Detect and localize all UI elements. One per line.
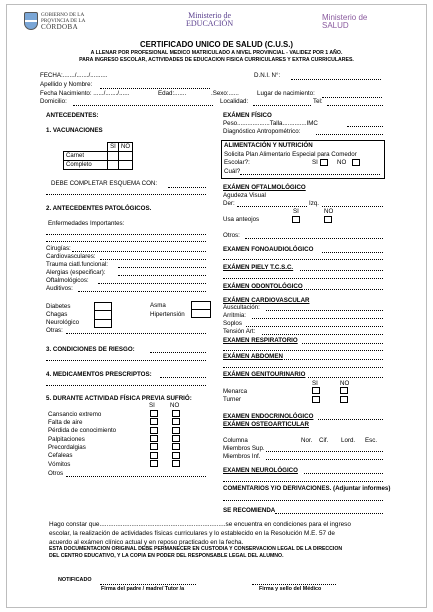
agudeza-label: Agudeza Visual [223,192,266,199]
genitourinario-heading: EXÁMEN GENITOURINARIO [223,371,306,378]
abdomen-heading: EXÁMEN ABDOMEN [223,353,283,360]
cirugias-field[interactable]: Cirugías: [46,245,71,252]
riesgo-heading: 3. CONDICIONES DE RIESGO: [46,346,135,353]
genito-si-header: SI [312,380,318,387]
neurologico-label: Neurológico [46,319,80,326]
examen-fisico-heading: EXÁMEN FÍSICO [223,112,272,119]
document-title: CERTIFICADO UNICO DE SALUD (C.U.S.) [140,40,293,49]
genito-no-header: NO [340,380,350,387]
anteojos-no-checkbox[interactable] [324,216,332,223]
carnet-si-checkbox[interactable] [108,152,119,161]
tel-field[interactable]: Tel: [313,98,323,105]
precordalgias-si-checkbox[interactable] [150,443,158,450]
hipertension-label: Hipertensión [150,311,185,318]
vacunaciones-heading: 1. VACUNACIONES [46,127,103,134]
anteojos-no-header: NO [324,208,334,215]
cual-label: Cuál? [224,168,241,175]
col-lord: Lord. [341,437,356,444]
vomitos-no-checkbox[interactable] [172,460,180,467]
firma-padre-label: Firma del padre / madre/ Tutor /a [101,586,185,592]
sintoma-perdida: Pérdida de conocimiento [48,427,117,434]
miembros-sup-field[interactable]: Miembros Sup. [223,445,265,452]
carnet-no-checkbox[interactable] [119,152,133,161]
firma-medico-label: Firma y sello del Médico [259,586,322,592]
durante-no-header: NO [170,402,180,409]
vac-completo-label: Completo [64,161,108,170]
cefaleas-no-checkbox[interactable] [172,452,180,459]
completo-no-checkbox[interactable] [119,161,133,170]
vac-si-header: SI [108,143,119,152]
plan-si-label: SI [312,159,318,166]
sintoma-otros: Otros [48,470,64,477]
plan-si-checkbox[interactable] [320,159,328,166]
esquema-label: DEBE COMPLETAR ESQUEMA CON: [51,180,158,187]
endocrino-heading: EXAMEN ENDOCRINOLÓGICO [223,413,314,420]
hago-constar-3: acuerdo al exámen clínico actual y en reposo practicado en la fecha. [49,539,244,546]
antecedentes-heading: ANTECEDENTES: [46,112,99,119]
vomitos-si-checkbox[interactable] [150,460,158,467]
turner-no-checkbox[interactable] [340,396,348,403]
neuro-heading: EXAMEN NEUROLÓGICO [223,467,298,474]
cardiovasculares-field[interactable]: Cardiovasculares: [46,253,96,260]
cansancio-no-checkbox[interactable] [172,410,180,417]
domicilio-field[interactable]: Domicilio: [40,98,67,105]
firma-padre-line[interactable] [100,584,196,585]
respiratorio-heading: EXAMEN RESPIRATORIO [223,337,298,344]
sintoma-cefaleas: Cefaleas [48,452,73,459]
menarca-si-checkbox[interactable] [312,387,320,394]
asma-label: Asma [150,302,166,309]
sintoma-falta-aire: Falta de aire [48,419,83,426]
gov-line3: CÓRDOBA [41,23,79,31]
notificado-label: NOTIFICADO [58,577,92,583]
col-nor: Nor. [301,437,313,444]
completo-si-checkbox[interactable] [108,161,119,170]
palpitaciones-si-checkbox[interactable] [150,435,158,442]
turner-label: Turner [223,396,241,403]
recomienda-heading: SE RECOMIENDA [223,507,276,514]
hago-constar-2: escolar, la realización de actividades físicas curriculares y lo establecido en la Resolución M.E. 57 de [49,530,335,537]
der-field[interactable]: Der: [223,200,235,207]
anteojos-si-header: SI [293,208,299,215]
menarca-label: Menarca [223,388,248,395]
min-salud-line2: SALUD [322,21,349,30]
col-cif: Cif. [319,437,329,444]
cefaleas-si-checkbox[interactable] [150,452,158,459]
custodia-1: ESTA DOCUMENTACION ORIGINAL DEBE PERMANECER EN CUSTODIA Y CONSERVACION LEGAL DE LA DIRECCION [49,546,343,552]
diagnostico-field[interactable]: Diagnóstico Antropométrico: [223,128,301,135]
perdida-no-checkbox[interactable] [172,427,180,434]
localidad-field[interactable]: Localidad: [220,98,249,105]
patologicos-checkbox-group[interactable] [94,302,112,328]
min-salud-line1: Ministerio de [322,13,368,22]
oftalmologico-heading: EXÁMEN OFTALMOLÓGICO [223,184,306,191]
escolar-label: Escolar?: [224,159,250,166]
durante-si-header: SI [149,402,155,409]
perdida-si-checkbox[interactable] [150,427,158,434]
ministerio-educacion-logo [186,12,233,28]
sexo-field[interactable]: .Sexo:...... [211,90,239,97]
patologicos-heading: 2. ANTECEDENTES PATOLÓGICOS. [46,205,152,212]
auditivos-field[interactable]: Auditivos: [46,285,73,292]
falta-aire-si-checkbox[interactable] [150,418,158,425]
turner-si-checkbox[interactable] [312,396,320,403]
plan-no-checkbox[interactable] [352,159,360,166]
menarca-no-checkbox[interactable] [340,387,348,394]
precordalgias-no-checkbox[interactable] [172,443,180,450]
hago-constar-1: Hago constar que.......................................................................se encuentra en condiciones para el ingreso [49,521,351,528]
osteo-heading: EXÁMEN OSTEOARTICULAR [223,421,309,428]
alergias-field[interactable]: Alergias (especificar): [46,269,106,276]
dni-field[interactable]: D.N.I. N°: [254,72,281,79]
columna-label: Columna [223,437,248,444]
anteojos-si-checkbox[interactable] [292,216,300,223]
vac-no-header: NO [119,143,133,152]
ministerio-salud-logo [322,14,367,30]
alimentacion-heading: ALIMENTACIÓN Y NUTRICIÓN [224,142,313,149]
peso-talla-field[interactable]: Peso...................Talla..............IMC [223,120,318,127]
firma-medico-line[interactable] [252,584,336,585]
piel-heading: EXÁMEN PIELY T.C.S.C. [223,264,294,271]
gobierno-logo [24,12,144,36]
vac-carnet-label: Carnet [64,152,108,161]
vacunas-table [63,142,133,170]
miembros-inf-field[interactable]: Miembros Inf. [223,453,261,460]
provincial-shield-icon [24,12,38,30]
auscultacion-field[interactable]: Auscultación: [223,304,260,311]
plan-label: Solicita Plan Alimentario Especial para Comedor [224,151,357,158]
cansancio-si-checkbox[interactable] [150,410,158,417]
otras-label: Otras: [46,327,63,334]
min-edu-line1: Ministerio de [188,11,231,20]
tension-field[interactable]: Tensión Art: [223,328,256,335]
lugar-nac-field[interactable]: Lugar de nacimiento: [257,90,315,97]
col-esc: Esc. [365,437,378,444]
sintoma-palpitaciones: Palpitaciones [48,436,85,443]
comentarios-heading: COMENTARIOS Y/O DERIVACIONES. (Adjuntar informes) [223,485,391,492]
diabetes-label: Diabetes [46,303,71,310]
subtitle-1: A LLENAR POR PROFESIONAL MEDICO MATRICULADO A NIVEL PROVINCIAL - VALIDEZ POR 1 AÑO. [90,50,343,56]
custodia-2: DEL CENTRO EDUCATIVO, Y LA COPIA EN PODER DEL RESPONSABLE LEGAL DEL ALUMNO. [49,553,284,559]
sintoma-vomitos: Vómitos [48,461,71,468]
min-edu-line2: EDUCACIÓN [186,19,234,28]
subtitle-2: PARA INGRESO ESCOLAR, ACTIVIDADES DE EDUCACION FISICA CURRICULARES Y EXTRA CURRICULARES. [79,57,354,63]
fecha-field[interactable]: FECHA:......./......./.......... [40,72,108,79]
plan-no-label: NO [337,159,347,166]
palpitaciones-no-checkbox[interactable] [172,435,180,442]
sintoma-precordalgias: Precordalgias [48,444,86,451]
izq-field[interactable]: Izq. [309,200,319,207]
edad-field[interactable]: Edad:....... [158,90,187,97]
chagas-label: Chagas [46,311,68,318]
fecha-nac-field[interactable]: Fecha Nacimiento: ....../......./...... [40,90,130,97]
enfermedades-label: Enfermedades Importantes: [48,220,125,227]
arritmia-field[interactable]: Arritmia: [223,312,247,319]
sintoma-cansancio: Cansancio extremo [48,411,102,418]
gov-line2: PROVINCIA DE LA [41,18,86,24]
fono-heading: EXAMEN FONOAUDIOLÓGICO [223,246,314,253]
durante-heading: 5. DURANTE ACTIVIDAD FÍSICA PREVIA SUFRIÓ: [46,395,192,402]
oftalmo-otros-field[interactable]: Otros: [223,232,240,239]
cardio-heading: EXÁMEN CARDIOVASCULAR [223,297,310,304]
gov-line1: GOBIERNO DE LA [41,12,85,18]
falta-aire-no-checkbox[interactable] [172,418,180,425]
odonto-heading: EXÁMEN ODONTOLÓGICO [223,283,303,290]
medicamentos-heading: 4. MEDICAMENTOS PRESCRIPTOS: [46,371,152,378]
anteojos-label: Usa anteojos [223,216,260,223]
soplos-field[interactable]: Soplos [223,320,242,327]
apellido-field[interactable]: Apellido y Nombre: [40,81,93,88]
trauma-field[interactable]: Trauma ciatl.funcional: [46,261,109,268]
oftalmologicos-field[interactable]: Oftalmológicos: [46,277,89,284]
